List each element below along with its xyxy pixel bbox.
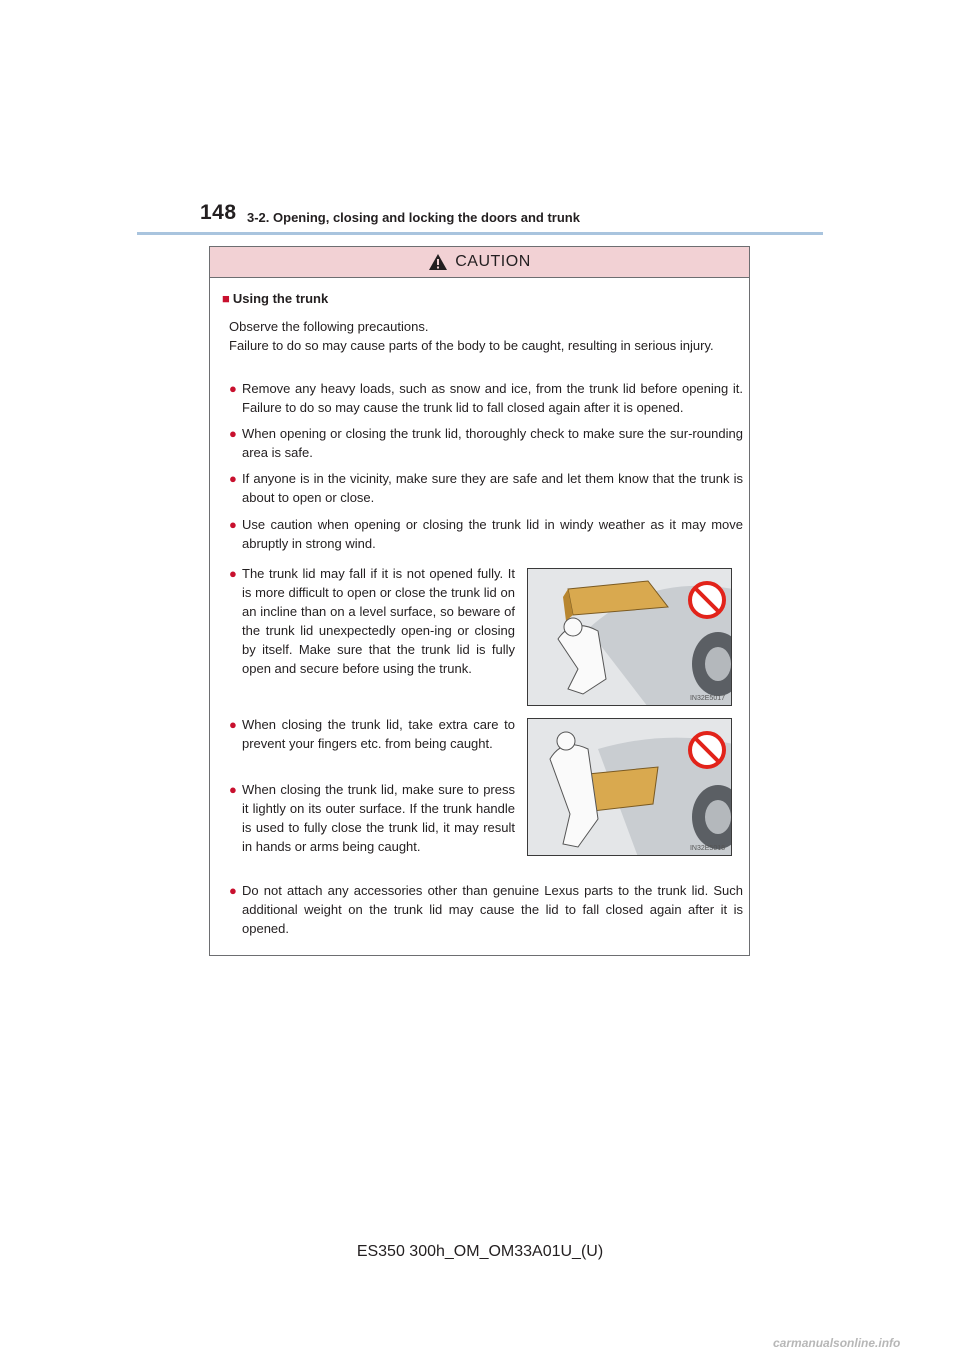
bullet-dot-icon: ●	[229, 426, 237, 441]
watermark: carmanualsonline.info	[773, 1336, 901, 1350]
caution-title: CAUTION	[455, 253, 531, 270]
section-title: 3-2. Opening, closing and locking the doors and trunk	[247, 210, 580, 225]
intro-line-2: Failure to do so may cause parts of the body to be caught, resulting in serious injury.	[229, 338, 714, 353]
bullet-item: ● The trunk lid may fall if it is not opened fully. It is more difficult to open or close the trunk lid on an incline than on a level surface, so beware of the trunk lid unexpectedly open-ing or closing by itself. Make sure that the trunk lid is fully open and secure before using the trunk.	[229, 566, 515, 676]
page-number: 148	[200, 201, 237, 224]
bullet-dot-icon: ●	[229, 517, 237, 532]
bullet-item: ● Use caution when opening or closing the trunk lid in windy weather as it may move abruptly in strong wind.	[229, 517, 743, 551]
footer-model-code: ES350 300h_OM_OM33A01U_(U)	[356, 1243, 604, 1260]
caution-header	[210, 247, 749, 278]
header-rule	[137, 232, 823, 235]
bullet-item: ● When closing the trunk lid, take extra care to prevent your fingers etc. from being caught.	[229, 717, 515, 751]
subheading-text: Using the trunk	[232, 291, 329, 306]
bullet-item: ● Remove any heavy loads, such as snow and ice, from the trunk lid before opening it. Failure to do so may cause the trunk lid to fall closed again after it is opened.	[229, 381, 743, 415]
bullet-dot-icon: ●	[229, 717, 237, 732]
bullet-dot-icon: ●	[229, 381, 237, 396]
bullet-item: ● Do not attach any accessories other than genuine Lexus parts to the trunk lid. Such additional weight on the trunk lid may cause the lid to fall closed again after it is opened.	[229, 883, 743, 936]
trunk-lid-falling-illustration	[528, 569, 732, 706]
caution-intro	[229, 317, 743, 355]
bullet-item: ● If anyone is in the vicinity, make sure they are safe and let them know that the trunk is about to open or close.	[229, 471, 743, 505]
intro-line-1: Observe the following precautions.	[229, 319, 429, 334]
bullet-dot-icon: ●	[229, 883, 237, 898]
figure-code: IN32E5017	[689, 695, 725, 702]
caution-subheading	[222, 291, 328, 306]
bullet-dot-icon: ●	[229, 782, 237, 797]
illustration-trunk-closing	[527, 718, 732, 856]
illustration-trunk-lid-falling	[527, 568, 732, 706]
figure-code: IN32E5018	[689, 845, 725, 852]
square-bullet-icon: ■	[222, 291, 230, 306]
bullet-dot-icon: ●	[229, 471, 237, 486]
bullet-item: ● When opening or closing the trunk lid, thoroughly check to make sure the sur-rounding area is safe.	[229, 426, 743, 460]
bullet-dot-icon: ●	[229, 566, 237, 581]
trunk-closing-illustration	[528, 719, 732, 856]
caution-box	[209, 246, 750, 956]
bullet-item: ● When closing the trunk lid, make sure to press it lightly on its outer surface. If the trunk handle is used to fully close the trunk lid, it may result in hands or arms being caught.	[229, 782, 515, 854]
warning-triangle-icon	[428, 253, 448, 271]
